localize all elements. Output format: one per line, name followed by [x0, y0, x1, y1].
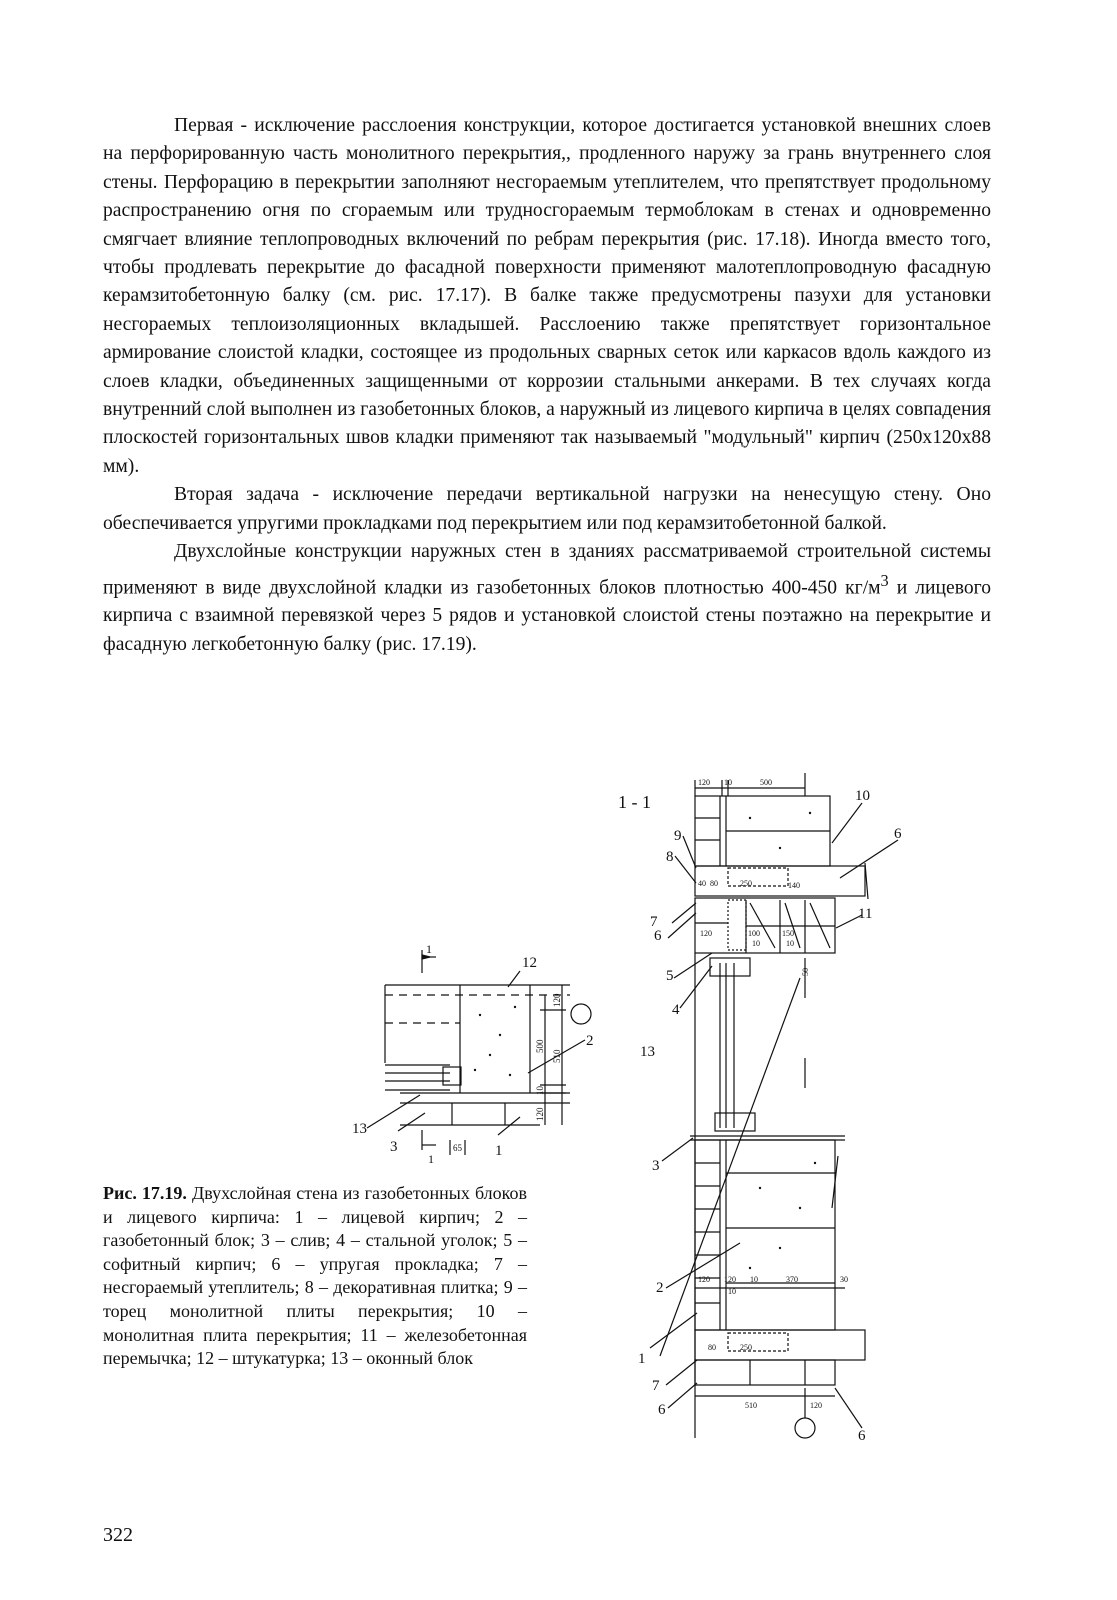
- dim-top-500: 500: [760, 778, 772, 787]
- caption-text: Двухслойная стена из газобетонных блоков и лицевого кирпича: 1 – лицевой кирпич; 2 – газобетонный блок; 3 – слив; 4 – стальной уголок; 5 – софитный кирпич; 6 – упругая прокладка; 7 – несгораемый утеплитель; 8 – декоративная плитка; 9 – торец монолитной плиты перекрытия; 10 – монолитная плита перекрытия; 11 – железобетонная перемычка; 12 – штукатурка; 13 – оконный блок: [103, 1183, 527, 1369]
- plan-dim-120: 120: [552, 993, 562, 1007]
- callout-6-top: 6: [894, 826, 902, 842]
- callout-6-left: 6: [654, 928, 662, 944]
- dim-low-120c: 120: [810, 1401, 822, 1410]
- callout-1: 1: [638, 1351, 646, 1367]
- plan-dim-65: 65: [453, 1143, 462, 1153]
- callout-7-bottom: 7: [652, 1378, 660, 1394]
- callout-7-top: 7: [650, 914, 658, 930]
- paragraph-3-end: и лицевого кирпича с взаимной перевязкой через 5 рядов и установкой слоистой стены поэтажно на перекрытие и фасадную легкобетонную балку (рис. 17.19).: [103, 577, 991, 655]
- dim-low-120a: 120: [698, 1275, 710, 1284]
- plan-dim-120b: 120: [535, 1107, 545, 1121]
- dim-mid-120: 120: [700, 929, 712, 938]
- callout-13: 13: [352, 1121, 367, 1137]
- callout-6-bottom: 6: [858, 1428, 866, 1444]
- dim-top-120: 120: [698, 778, 710, 787]
- dim-low-10b: 10: [728, 1287, 736, 1296]
- dim-mid-140: 140: [788, 881, 800, 890]
- figure-caption: [103, 1182, 527, 1371]
- dim-low-370: 370: [786, 1275, 798, 1284]
- paragraph-3: [103, 538, 991, 659]
- callout-1: 1: [495, 1143, 503, 1159]
- plan-dim-10: 10: [535, 1086, 545, 1095]
- plan-dim-500: 500: [535, 1039, 545, 1053]
- section-figure: [600, 768, 900, 1458]
- callout-13: 13: [640, 1044, 655, 1060]
- dim-mid-40: 40: [698, 879, 706, 888]
- callout-11: 11: [858, 906, 873, 922]
- plan-section-mark-top: 1: [426, 942, 432, 956]
- page-number: 322: [103, 1524, 133, 1546]
- plan-section-mark-bottom: 1: [428, 1152, 434, 1166]
- paragraph-1: Первая - исключение расслоения конструкции, которое достигается установкой внешних слоев на перфорированную часть монолитного перекрытия,, продленного наружу за грань внутреннего слоя стены. Перфорацию в перекрытии заполняют несгораемым утеплителем, что препятствует продольному распространению огня по сгораемым или трудносгораемым термоблокам в стенах и одновременно смягчает влияние теплопроводных включений по ребрам перекрытия (рис. 17.18). Иногда вместо того, чтобы продлевать перекрытие до фасадной поверхности применяют малотеплопроводную фасадную керамзитобетонную балку (см. рис. 17.17). В балке также предусмотрены пазухи для установки несгораемых теплоизоляционных вкладышей. Расслоению также препятствует горизонтальное армирование слоистой кладки, состоящее из продольных сварных сеток или каркасов вдоль каждого из слоев кладки, объединенных защищенными от коррозии стальными анкерами. В тех случаях когда внутренний слой выполнен из газобетонных блоков, а наружный из лицевого кирпича в целях совпадения плоскостей горизонтальных швов кладки применяют так называемый "модульный" кирпич (250х120х88 мм).: [103, 115, 991, 477]
- callout-6-bottom-left: 6: [658, 1402, 666, 1418]
- dim-low-120b: 120: [724, 1275, 736, 1284]
- dim-low-80: 80: [708, 1343, 716, 1352]
- dim-mid-150: 150: [782, 929, 794, 938]
- section-title: 1 - 1: [618, 792, 651, 812]
- dim-mid-10b: 10: [786, 939, 794, 948]
- paragraph-3-start: Двухслойные конструкции наружных стен в зданиях рассматриваемой строительной системы применяют в виде двухслойной кладки из газобетонных блоков плотностью 400-450 кг/м: [103, 541, 991, 599]
- callout-12: 12: [522, 955, 537, 971]
- plan-figure: [340, 942, 610, 1170]
- plan-dim-510: 510: [552, 1049, 562, 1063]
- paragraph-2: Вторая задача - исключение передачи вертикальной нагрузки на ненесущую стену. Оно обеспечивается упругими прокладками под перекрытием или под керамзитобетонной балкой.: [103, 484, 991, 534]
- callout-2: 2: [656, 1280, 664, 1296]
- callout-2: 2: [586, 1033, 594, 1049]
- dim-low-10: 10: [750, 1275, 758, 1284]
- body-text: [103, 112, 991, 659]
- callout-8: 8: [666, 849, 674, 865]
- callout-9: 9: [674, 828, 682, 844]
- dim-top-10: 10: [724, 778, 732, 787]
- dim-mid-10a: 10: [752, 939, 760, 948]
- dim-mid-80: 80: [710, 879, 718, 888]
- dim-mid-250: 250: [740, 879, 752, 888]
- dim-mid-50: 50: [801, 968, 810, 976]
- callout-3: 3: [652, 1158, 660, 1174]
- callout-5: 5: [666, 968, 674, 984]
- dim-low-250: 250: [740, 1343, 752, 1352]
- callout-10: 10: [855, 788, 870, 804]
- dim-low-30: 30: [840, 1275, 848, 1284]
- dim-low-510: 510: [745, 1401, 757, 1410]
- caption-label: Рис. 17.19.: [103, 1183, 187, 1203]
- callout-3: 3: [390, 1139, 398, 1155]
- dim-mid-100: 100: [748, 929, 760, 938]
- superscript: 3: [880, 570, 889, 590]
- callout-4: 4: [672, 1002, 680, 1018]
